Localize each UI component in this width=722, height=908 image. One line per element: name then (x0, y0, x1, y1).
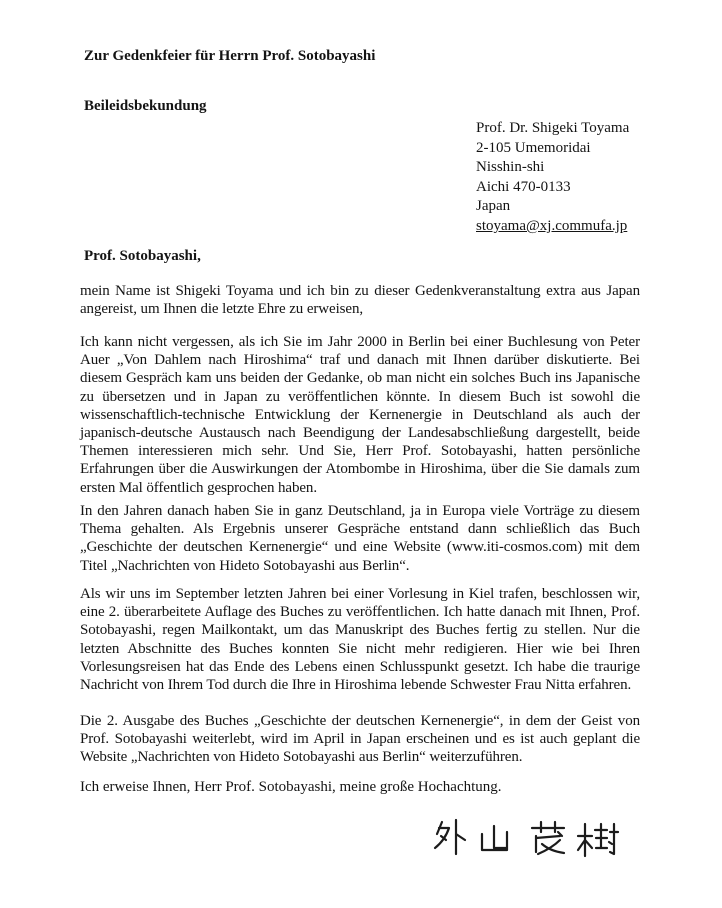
paragraph-second-edition: Als wir uns im September letzten Jahren bei einer Vorlesung in Kiel trafen, beschlossen wir, eine 2. überarbeitete Auflage des Buches zu veröffentlichen. Ich hatte danach mit Ihnen, Prof. Sotobayashi, regen Mailkontakt, um das Manuskript des Buches fertig zu stellen. Nur die letzten Abschnitte des Buches konnten Sie nicht mehr redigieren. Hier wie bei Ihren Vorlesungsreisen hat das Ende des Lebens einen Schlusspunkt gesetzt. Ich habe die traurige Nachricht von Ihrem Tod durch die Ihre in Hiroshima lebende Schwester Frau Nitta erfahren. (80, 586, 640, 694)
handwritten-signature (432, 818, 622, 858)
sender-street: 2-105 Umemoridai (476, 139, 591, 156)
paragraph-meeting: Ich kann nicht vergessen, als ich Sie im Jahr 2000 in Berlin bei einer Buchlesung von Peter Auer „Von Dahlem nach Hiroshima“ traf und danach mit Ihnen darüber diskutierte. Bei diesem Gespräch kam uns beiden der Gedanke, ob man nicht ein solches Buch ins Japanische zu übersetzen und in Japan zu veröffentlichen könnte. In diesem Buch ist sowohl die wissenschaftlich-technische Entwicklung der Kernenergie in Deutschland als auch der japanisch-deutsche Austausch nach Beendigung der Landesabschließung dargestellt, beide Themen interessieren mich sehr. Und Sie, Herr Prof. Sotobayashi, hatten persönliche Erfahrungen über die Auswirkungen der Atombombe in Hiroshima, über die Sie damals zum ersten Mal öffentlich gesprochen haben. (80, 334, 640, 496)
paragraph-outlook: Die 2. Ausgabe des Buches „Geschichte der deutschen Kernenergie“, in dem der Geist von Prof. Sotobayashi weiterlebt, wird im April in Japan erscheinen und es ist auch geplant die Website „Nachrichten von Hideto Sotobayashi aus Berlin“ weiterzuführen. (80, 713, 640, 766)
salutation: Prof. Sotobayashi, (84, 248, 201, 264)
letter-subject: Beileidsbekundung (84, 98, 207, 114)
sender-region: Aichi 470-0133 (476, 178, 571, 195)
sender-country: Japan (476, 198, 511, 215)
sender-city: Nisshin-shi (476, 159, 545, 176)
paragraph-lectures: In den Jahren danach haben Sie in ganz Deutschland, ja in Europa viele Vorträge zu diesem Thema gehalten. Als Ergebnis unserer Gespräche entstand dann schließlich das Buch „Geschichte der deutschen Kernenergie“ und eine Website (www.iti-cosmos.com) mit dem Titel „Nachrichten von Hideto Sotobayashi aus Berlin“. (80, 503, 640, 574)
paragraph-intro: mein Name ist Shigeki Toyama und ich bin zu dieser Gedenkveranstaltung extra aus Japan angereist, um Ihnen die letzte Ehre zu erweisen, (80, 283, 640, 318)
sender-name: Prof. Dr. Shigeki Toyama (476, 120, 630, 136)
sender-email: stoyama@xj.commufa.jp (476, 217, 628, 234)
letter-title: Zur Gedenkfeier für Herrn Prof. Sotobayashi (84, 48, 376, 64)
closing-line: Ich erweise Ihnen, Herr Prof. Sotobayashi, meine große Hochachtung. (80, 779, 502, 795)
sender-address (476, 119, 629, 237)
